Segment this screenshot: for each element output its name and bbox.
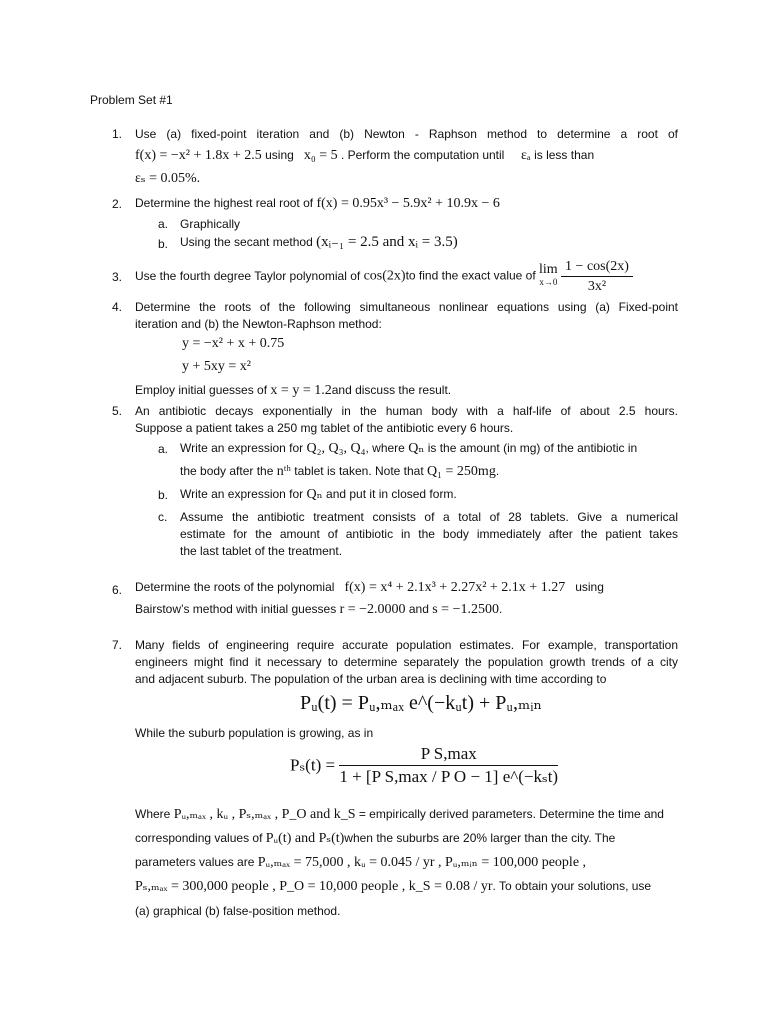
problem-7-number: 7. bbox=[112, 638, 123, 652]
problem-3-fraction: $\frac{1 - \cos(2x)}{\text{3x²}}$ bbox=[561, 258, 633, 295]
problem-2-line-1: Determine the highest real root of f(x) = 0.95x³ − 5.9x² + 10.9x − 6 bbox=[135, 196, 500, 211]
problem-6-number: 6. bbox=[112, 583, 123, 597]
problem-7-line-9: (a) graphical (b) false-position method. bbox=[135, 904, 341, 918]
problem-2-number: 2. bbox=[112, 197, 123, 211]
problem-1-stopping-criterion: εₛ = 0.05%. bbox=[135, 171, 201, 186]
problem-1-line-1: Use (a) fixed-point iteration and (b) Newton - Raphson method to determine a root of bbox=[135, 127, 678, 141]
problem-7-line-1: Many fields of engineering require accurate population estimates. For example, transportation bbox=[135, 638, 678, 652]
problem-4-equation-1: y = −x² + x + 0.75 bbox=[182, 336, 285, 351]
problem-7-line-4: While the suburb population is growing, as in bbox=[135, 726, 374, 740]
problem-1-line-3 bbox=[135, 170, 678, 187]
problem-1-number: 1. bbox=[112, 127, 123, 141]
urban-population-equation: Pᵤ(t) = Pᵤ,ₘₐₓ e^(−kᵤt) + Pᵤ,ₘᵢₙ bbox=[300, 692, 543, 714]
problem-7-line-3: and adjacent suburb. The population of the urban area is declining with time according to bbox=[135, 672, 607, 686]
suburb-population-equation: Pₛ(t) = $\frac{\text{P S,max}}{\text{1 + [P S,max / P O − 1] e\textasciicircum{}(−kₛt)}}$ bbox=[290, 744, 559, 786]
problem-7-line-5: Where Pᵤ,ₘₐₓ , kᵤ , Pₛ,ₘₐₓ , P_O and k_S = empirically derived parameters. Determine the time and bbox=[135, 807, 664, 822]
problem-7-line-6: corresponding values of Pᵤ(t) and Pₛ(t)when the suburbs are 20% larger than the city. The bbox=[135, 831, 616, 846]
problem-5-number: 5. bbox=[112, 404, 123, 418]
document-page: Problem Set #1 1. Use (a) fixed-point iteration and (b) Newton - Raphson method to determine a root of f(x) = −x² + 1.8x + 2.5 using x₀ = 5 . Perform the computation until εₐ is less than εₛ = 0.05%. 2. Determine the highest real root of f(x) = 0.95x³ − 5.9x² + 10.9x − 6 a. Graphically b. Using the secant method (xᵢ₋₁ = 2.5 and xᵢ = 3.5) 3. Use the fourth degree Taylor polynomial of cos(2x)to find the exact value of lim x→0 $\frac{1 - \cos(2x)}{\text{3x²}}$ 4. Determine the roots of the following simultaneous nonlinear equations using (a) Fixed-point iteration and (b) the Newton-Raphson method: y = −x² + x + 0.75 y + 5xy = x² Employ initial guesses of x = y = 1.2and discuss the result. 5. An antibiotic decays exponentially in the human body with a half-life of about 2.5 hours. Suppose a patient takes a 250 mg tablet of the antibiotic every 6 hours. a. Write an expression for Q₂, Q₃, Q₄, where Qₙ is the amount (in mg) of the antibiotic in the body after the nᵗʰ tablet is taken. Note that Q₁ = 250mg. b. Write an expression for Qₙ and put it in closed form. c. Assume the antibiotic treatment consists of a total of 28 tablets. Give a numerical estimate for the amount of antibiotic in the body immediately after the patient takes the last tablet of the treatment. 6. Determine the roots of the polynomial f(x) = x⁴ + 2.1x³ + 2.27x² + 2.1x + 1.27 using Bairstow’s method with initial guesses r = −2.0000 and s = −1.2500. 7. Many fields of engineering require accurate population estimates. For example, transportation engineers might find it necessary to determine separately the population growth trends of a city and adjacent suburb. The population of the urban area is declining with time according to Pᵤ(t) = Pᵤ,ₘₐₓ e^(−kᵤt) + Pᵤ,ₘᵢₙ While the suburb population is growing, as in Pₛ(t) = $\frac{\text{P S,max}}{\text{1 + [P S,max / P O − 1] e\textasciicircum{}(−kₛt)}}$ Where Pᵤ,ₘₐₓ , kᵤ , Pₛ,ₘₐₓ , P_O and k_S = empirically derived parameters. Determine the time and corresponding values of Pᵤ(t) and Pₛ(t)when the suburbs are 20% larger than the city. The parameters values are Pᵤ,ₘₐₓ = 75,000 , kᵤ = 0.045 / yr , Pᵤ,ₘᵢₙ = 100,000 people , Pₛ,ₘₐₓ = 300,000 people , P_O = 10,000 people , k_S = 0.08 / yr. To obtain your solutions, use (a) graphical (b) false-position method. bbox=[90, 93, 678, 918]
problem-6-line-1: Determine the roots of the polynomial f(x) = x⁴ + 2.1x³ + 2.27x² + 2.1x + 1.27 using bbox=[135, 580, 604, 595]
problem-1-equation: f(x) = −x² + 1.8x + 2.5 bbox=[135, 148, 262, 163]
problem-7-line-8: Pₛ,ₘₐₓ = 300,000 people , P_O = 10,000 people , k_S = 0.08 / yr. To obtain your solutions, use bbox=[135, 879, 652, 894]
problem-7-line-7: parameters values are Pᵤ,ₘₐₓ = 75,000 , kᵤ = 0.045 / yr , Pᵤ,ₘᵢₙ = 100,000 people , bbox=[135, 855, 587, 870]
problem-1-line-2: f(x) = −x² + 1.8x + 2.5 using x₀ = 5 . Perform the computation until εₐ is less than bbox=[135, 148, 595, 163]
problem-4-line-2: iteration and (b) the Newton-Raphson method: bbox=[135, 317, 382, 331]
problem-4-line-1: Determine the roots of the following simultaneous nonlinear equations using (a) Fixed-point bbox=[135, 300, 678, 314]
problem-4-number: 4. bbox=[112, 300, 123, 314]
problem-5-line-2: Suppose a patient takes a 250 mg tablet of the antibiotic every 6 hours. bbox=[135, 421, 514, 435]
problem-2-secant-guesses: (xᵢ₋₁ = 2.5 and xᵢ = 3.5) bbox=[316, 234, 458, 250]
problem-6-polynomial: f(x) = x⁴ + 2.1x³ + 2.27x² + 2.1x + 1.27 bbox=[344, 580, 566, 595]
problem-1-initial-guess: x₀ = 5 bbox=[303, 148, 338, 163]
problem-6-line-2: Bairstow’s method with initial guesses r = −2.0000 and s = −1.2500. bbox=[135, 602, 503, 617]
problem-3-number: 3. bbox=[112, 270, 123, 284]
problem-2-equation: f(x) = 0.95x³ − 5.9x² + 10.9x − 6 bbox=[316, 196, 500, 211]
problem-4-line-3: Employ initial guesses of x = y = 1.2and discuss the result. bbox=[135, 383, 452, 398]
problem-5-line-1: An antibiotic decays exponentially in the human body with a half-life of about 2.5 hours. bbox=[135, 404, 678, 418]
problem-7-line-2: engineers might find it necessary to determine separately the population growth trends of a city bbox=[135, 655, 678, 669]
problem-3-limit: lim x→0 bbox=[539, 262, 558, 287]
page-title: Problem Set #1 bbox=[90, 93, 173, 107]
problem-4-equation-2: y + 5xy = x² bbox=[182, 359, 251, 374]
problem-3-line-1: Use the fourth degree Taylor polynomial of cos(2x)to find the exact value of lim x→0 $\frac{1 - \cos(2x)}{\text{3x²}}$ bbox=[135, 256, 678, 296]
